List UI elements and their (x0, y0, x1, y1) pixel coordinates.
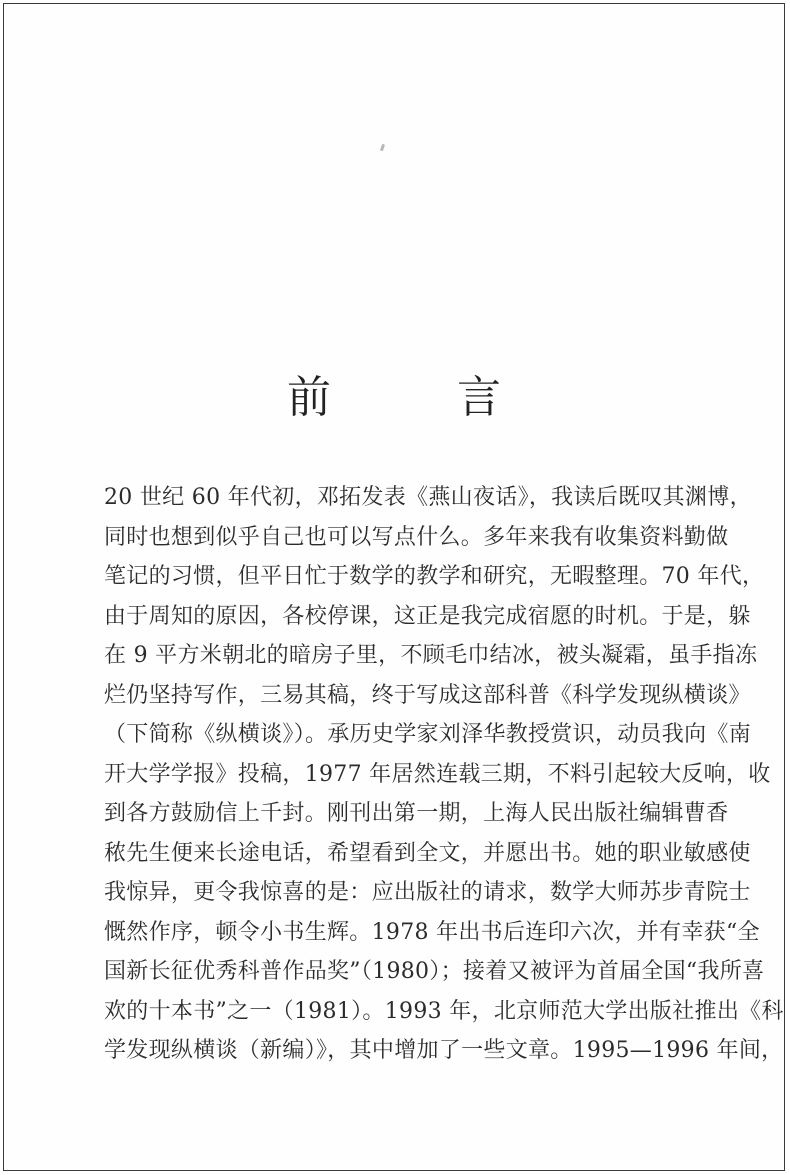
text-line: 我惊异，更令我惊喜的是：应出版社的请求，数学大师苏步青院士 (104, 880, 751, 905)
text-line: 20 世纪 60 年代初，邓拓发表《燕山夜话》，我读后既叹其渊博， (104, 485, 752, 510)
page-title: 前 言 (287, 372, 557, 423)
text-line: 同时也想到似乎自己也可以写点什么。多年来我有收集资料勤做 (104, 524, 729, 550)
text-line: 秾先生便来长途电话，希望看到全文，并愿出书。她的职业敏感使 (104, 840, 751, 866)
text-line: （下简称《纵横谈》）。承历史学家刘泽华教授赏识，动员我向《南 (104, 722, 752, 747)
text-line: 开大学学报》投稿，1977 年居然连载三期，不料引起较大反响，收 (104, 761, 771, 787)
text-line: 到各方鼓励信上千封。刚刊出第一期，上海人民出版社编辑曹香 (104, 801, 729, 826)
text-line: 国新长征优秀科普作品奖”（1980）；接着又被评为首届全国“我所喜 (104, 959, 765, 984)
text-line: 由于周知的原因，各校停课，这正是我完成宿愿的时机。于是，躲 (104, 603, 751, 629)
text-line: 学发现纵横谈（新编）》，其中增加了一些文章。1995—1996 年间， (104, 1038, 784, 1063)
text-line: 在 9 平方米朝北的暗房子里，不顾毛巾结冰，被头凝霜，虽手指冻 (104, 643, 758, 668)
ink-speck (380, 144, 385, 152)
text-line: 慨然作序，顿令小书生辉。1978 年出书后连印六次，并有幸获“全 (104, 919, 760, 945)
text-line: 笔记的习惯，但平日忙于数学的教学和研究，无暇整理。70 年代， (104, 564, 765, 589)
text-line: 欢的十本书”之一（1981）。1993 年，北京师范大学出版社推出《科 (104, 998, 784, 1024)
book-page (3, 3, 785, 1171)
text-line: 烂仍坚持写作，三易其稿，终于写成这部科普《科学发现纵横谈》 (104, 682, 751, 708)
preface-body (104, 478, 784, 1071)
